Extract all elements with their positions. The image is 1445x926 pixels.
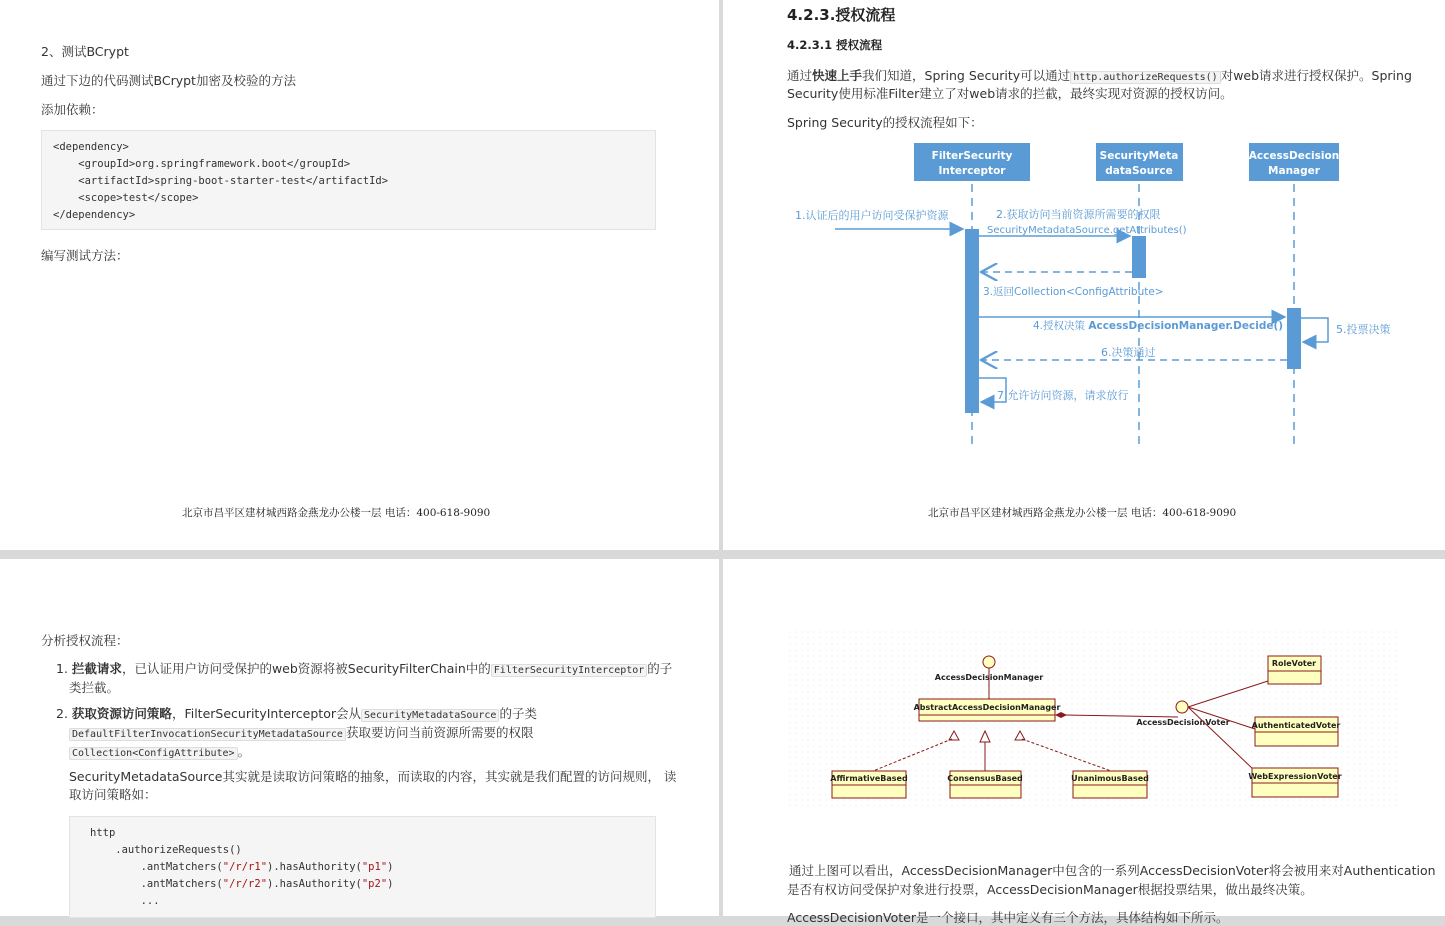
document-page-1 xyxy=(0,0,719,550)
participant-label: dataSource xyxy=(1105,165,1173,177)
activation-bar xyxy=(1287,308,1301,369)
code-string: "/r/r2" xyxy=(222,878,268,890)
code-line: </dependency> xyxy=(53,209,136,221)
step-label-part: AccessDecisionManager.Decide() xyxy=(1088,320,1284,332)
activation-bar xyxy=(965,229,979,413)
code-line: ... xyxy=(90,895,160,907)
bold-text: 获取资源访问策略 xyxy=(71,706,172,721)
uml-class-compartment xyxy=(950,785,1021,798)
interface-lollipop xyxy=(983,656,995,668)
bold-text: 快速上手 xyxy=(812,68,863,83)
code-token: ) xyxy=(387,878,394,890)
code-line: <scope>test</scope> xyxy=(53,192,199,204)
inline-code: DefaultFilterInvocationSecurityMetadataSource xyxy=(69,728,346,741)
list-item-1-line2: 类拦截。 xyxy=(69,680,120,695)
code-string: "/r/r1" xyxy=(222,861,268,873)
participant-label: Interceptor xyxy=(938,165,1006,177)
interface-label: AccessDecisionManager xyxy=(934,673,1044,682)
code-token: ).hasAuthority( xyxy=(267,861,362,873)
list-item-1-line1 xyxy=(56,659,672,677)
bcrypt-heading: 2、测试BCrypt xyxy=(41,44,129,59)
code-line xyxy=(90,878,393,890)
interface-lollipop xyxy=(1176,701,1188,713)
code-string: "p2" xyxy=(361,878,388,890)
code-line: <dependency> xyxy=(53,141,129,153)
step-label: 6.决策通过 xyxy=(1101,346,1156,359)
code-token: .antMatchers( xyxy=(90,878,223,890)
list-number: 1. xyxy=(56,661,68,676)
step-label: 3.返回Collection<ConfigAttribute> xyxy=(983,286,1164,298)
page-footer: 北京市昌平区建材城西路金燕龙办公楼一层 电话：400-618-9090 xyxy=(182,507,491,519)
participant-label: AccessDecision xyxy=(1248,150,1340,162)
http-config-code-block xyxy=(69,816,656,918)
code-token: ).hasAuthority( xyxy=(267,878,362,890)
step-label xyxy=(1033,319,1283,332)
document-page-3 xyxy=(0,559,719,916)
document-page-2 xyxy=(723,0,1445,550)
uml-class-label: AbstractAccessDecisionManager xyxy=(913,703,1061,712)
step-label: 7.允许访问资源，请求放行 xyxy=(997,389,1129,402)
list-number: 2. xyxy=(56,706,68,721)
code-line: .authorizeRequests() xyxy=(90,844,242,856)
uml-class-label: AffirmativeBased xyxy=(830,774,908,783)
document-page-4 xyxy=(723,559,1445,925)
text: 我们知道，Spring Security可以通过 xyxy=(862,68,1071,83)
step-label: 1.认证后的用户访问受保护资源 xyxy=(795,209,949,222)
code-line: <groupId>org.springframework.boot</groupId> xyxy=(53,158,351,170)
uml-class-label: ConsensusBased xyxy=(947,774,1023,783)
code-line: http xyxy=(90,827,116,839)
participant-label: FilterSecurity xyxy=(931,150,1013,162)
uml-class-compartment xyxy=(832,785,906,798)
list-item-2-line1 xyxy=(56,704,537,722)
code-token: .antMatchers( xyxy=(90,861,223,873)
participant-label: SecurityMeta xyxy=(1099,150,1179,162)
uml-class-label: UnanimousBased xyxy=(1071,774,1149,783)
activation-bar xyxy=(1132,236,1146,278)
uml-class-label: RoleVoter xyxy=(1271,659,1317,668)
step-label: 2.获取访问当前资源所需要的权限 xyxy=(996,208,1161,221)
list-item-2-line3 xyxy=(69,742,250,760)
text: ，FilterSecurityInterceptor会从 xyxy=(171,706,361,721)
text: 对web请求进行授权保护。Spring xyxy=(1220,68,1412,83)
code-line xyxy=(90,861,393,873)
analysis-heading: 分析授权流程： xyxy=(41,633,129,648)
inline-code: FilterSecurityInterceptor xyxy=(491,664,648,677)
flow-intro: Spring Security的授权流程如下： xyxy=(787,115,983,130)
text: 通过 xyxy=(787,68,813,83)
authorization-sequence-diagram xyxy=(723,0,1445,550)
uml-paragraph-line2: 是否有权访问受保护对象进行投票，AccessDecisionManager根据投票结果，做出最终决策。 xyxy=(787,882,1313,897)
inline-code: SecurityMetadataSource xyxy=(361,709,499,722)
uml-class-compartment xyxy=(1255,732,1338,746)
metadata-paragraph-line2: 取访问策略如： xyxy=(69,787,157,802)
write-test-label: 编写测试方法： xyxy=(41,248,129,263)
uml-class-compartment xyxy=(919,715,1055,721)
code-line: <artifactId>spring-boot-starter-test</artifactId> xyxy=(53,175,389,187)
section-title: 4.2.3.授权流程 xyxy=(787,6,896,24)
inline-code: http.authorizeRequests() xyxy=(1070,71,1221,84)
text: 获取要访问当前资源所需要的权限 xyxy=(345,725,534,740)
subsection-title: 4.2.3.1 授权流程 xyxy=(787,38,883,52)
text: 的子类 xyxy=(499,706,537,721)
page-footer: 北京市昌平区建材城西路金燕龙办公楼一层 电话：400-618-9090 xyxy=(928,507,1237,519)
step-label: 5.投票决策 xyxy=(1336,323,1391,336)
uml-class-compartment xyxy=(1252,783,1338,797)
intro-paragraph-line2: Security使用标准Filter建立了对web请求的拦截，最终实现对资源的授权访问。 xyxy=(787,86,1233,101)
bcrypt-intro: 通过下边的代码测试BCrypt加密及校验的方法 xyxy=(41,73,296,88)
uml-class-label: WebExpressionVoter xyxy=(1248,772,1342,781)
metadata-paragraph-line1: SecurityMetadataSource其实就是读取访问策略的抽象，而读取的内容，其实就是我们配置的访问规则， 读 xyxy=(69,769,677,784)
cut-off-paragraph: AccessDecisionVoter是一个接口，其中定义有三个方法，具体结构如下所示。 xyxy=(787,910,1229,925)
uml-paragraph-line1: 通过上图可以看出，AccessDecisionManager中包含的一系列AccessDecisionVoter将会被用来对Authentication xyxy=(789,863,1436,878)
add-dependency-label: 添加依赖： xyxy=(41,102,104,117)
uml-class-label: AuthenticatedVoter xyxy=(1251,721,1341,730)
participant-label: Manager xyxy=(1268,165,1320,177)
code-token: ) xyxy=(387,861,394,873)
uml-class-compartment xyxy=(1268,671,1321,684)
interface-label: AccessDecisionVoter xyxy=(1136,718,1230,727)
code-string: "p1" xyxy=(361,861,388,873)
list-item-2-line2 xyxy=(69,723,533,741)
step-label-part: 4.授权决策 xyxy=(1033,320,1089,332)
text: 。 xyxy=(237,744,251,759)
self-message-arrow xyxy=(1301,318,1328,342)
step-label: SecurityMetadataSource.getAttributes() xyxy=(987,225,1187,236)
text: 的子 xyxy=(647,661,673,676)
dependency-code-block xyxy=(41,130,656,230)
text: ，已认证用户访问受保护的web资源将被SecurityFilterChain中的 xyxy=(121,661,491,676)
uml-class-compartment xyxy=(1073,785,1147,798)
inline-code: Collection<ConfigAttribute> xyxy=(69,747,238,760)
bold-text: 拦截请求 xyxy=(71,661,122,676)
